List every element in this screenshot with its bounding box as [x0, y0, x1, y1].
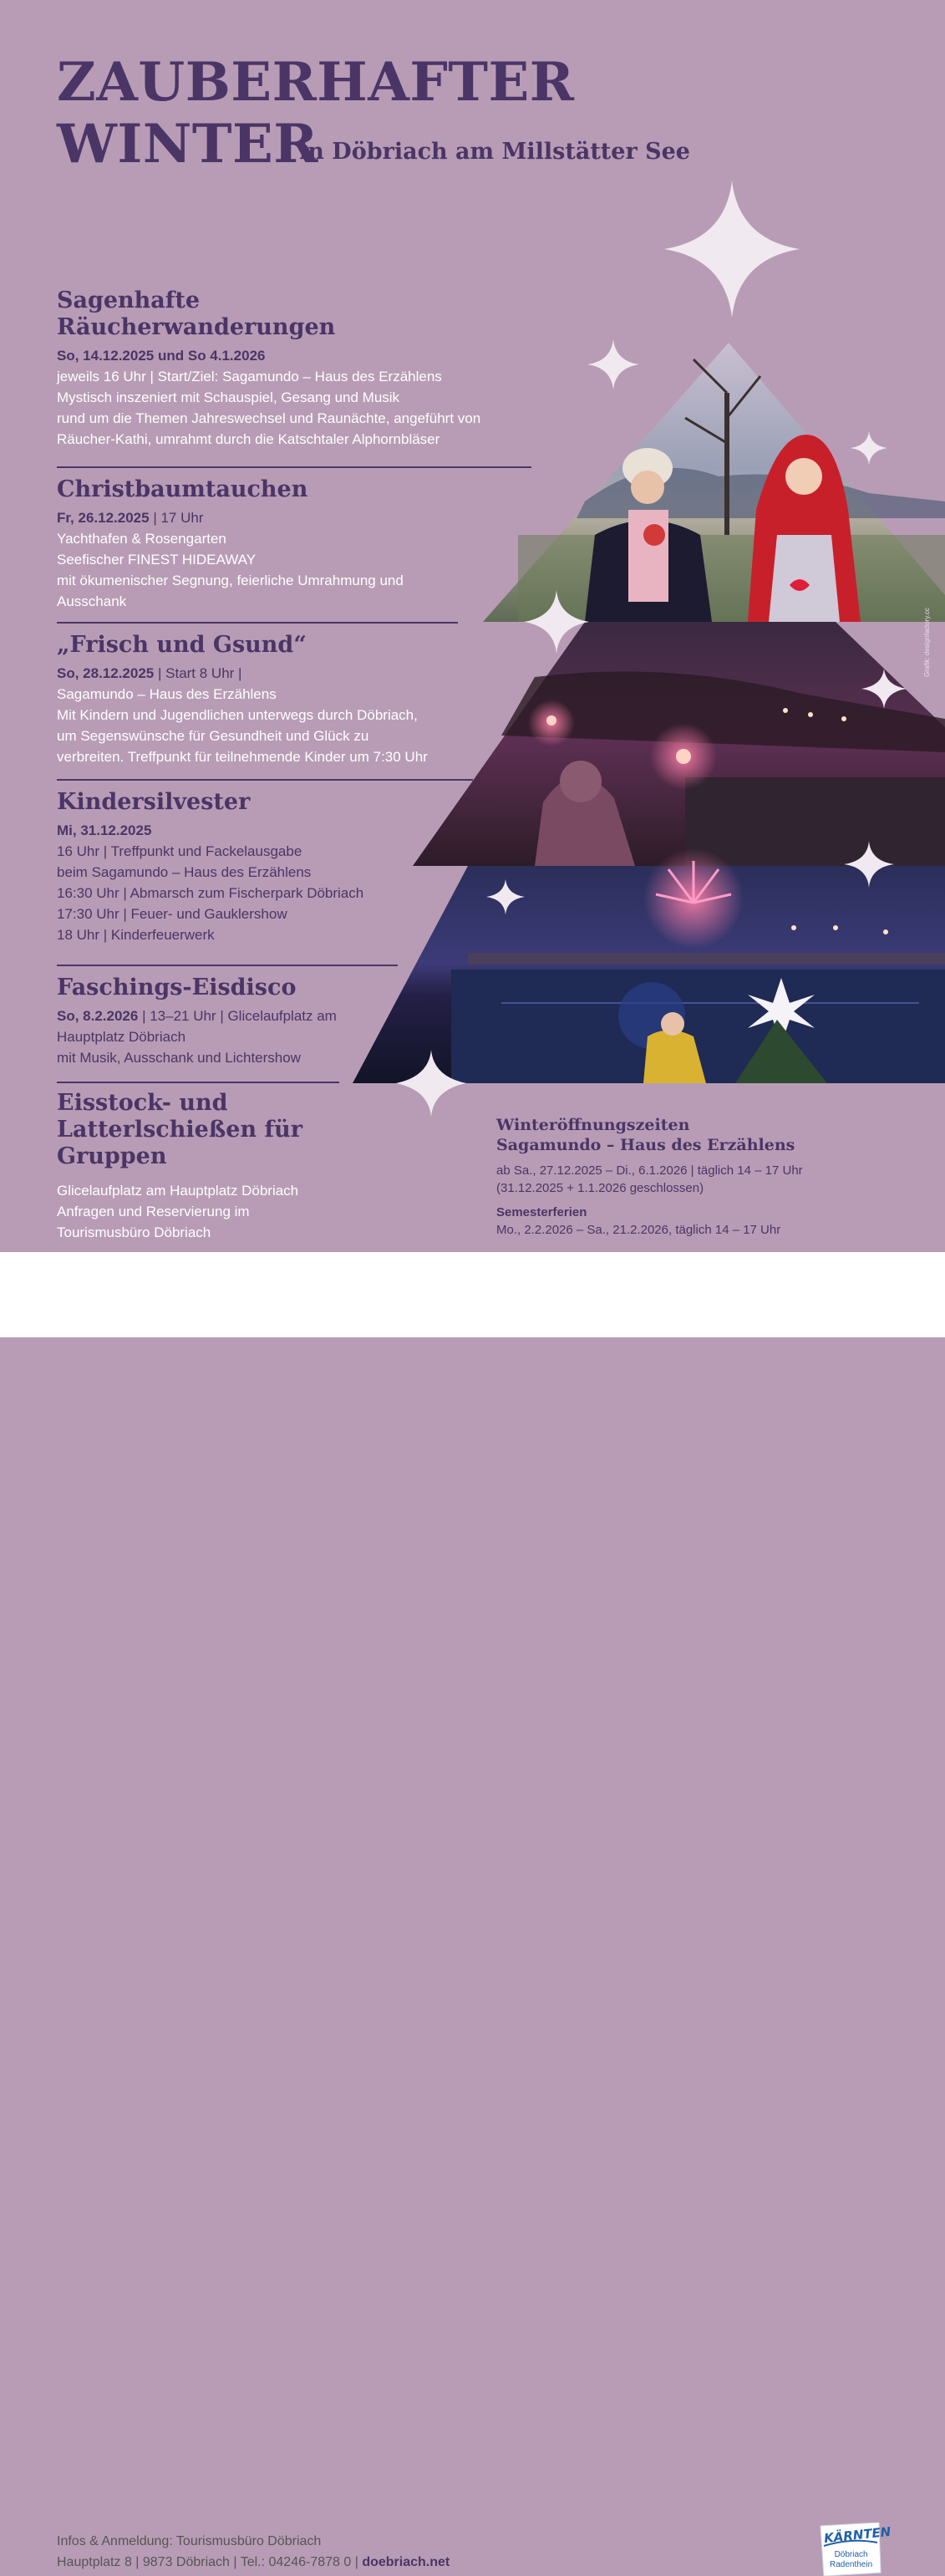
- event-text-line: Anfragen und Reservierung im: [57, 1204, 250, 1219]
- event-text-line: Tourismusbüro Döbriach: [57, 1224, 211, 1240]
- event-text-line: Sagamundo – Haus des Erzählens: [57, 686, 277, 702]
- event-raeucherwanderungen: [57, 288, 480, 450]
- event-title: Faschings-Eisdisco: [57, 975, 297, 1000]
- photo-children-costumes: [483, 343, 945, 622]
- event-date: So, 8.2.2026 | 13–21 Uhr | Glicelaufplatz am: [57, 1008, 337, 1024]
- event-text-line: Seefischer FINEST HIDEAWAY: [57, 552, 257, 568]
- opening-hours-title: Winteröffnungszeiten Sagamundo – Haus des Erzählens: [496, 1116, 795, 1154]
- divider: [57, 622, 458, 624]
- event-text-line: rund um die Themen Jahreswechsel und Raunächte, angeführt von: [57, 410, 481, 426]
- event-text-line: Glicelaufplatz am Hauptplatz Döbriach: [57, 1183, 299, 1199]
- divider: [57, 779, 473, 781]
- footer-contact: Hauptplatz 8 | 9873 Döbriach | Tel.: 04246-7878 0 | doebriach.net: [57, 2555, 450, 2569]
- photo-torch-procession: [413, 622, 945, 866]
- event-text-line: Räucher-Kathi, umrahmt durch die Katschtaler Alphornbläser: [57, 431, 440, 447]
- event-title: Kindersilvester: [57, 789, 251, 815]
- event-faschings-eisdisco: [57, 975, 337, 1068]
- footer-info: Infos & Anmeldung: Tourismusbüro Döbriach: [57, 2534, 322, 2548]
- event-text-line: 17:30 Uhr | Feuer- und Gauklershow: [57, 906, 287, 922]
- opening-hours-line: ab Sa., 27.12.2025 – Di., 6.1.2026 | täglich 14 – 17 Uhr: [496, 1163, 803, 1178]
- event-kindersilvester: [57, 789, 363, 945]
- event-text-line: mit Musik, Ausschank und Lichtershow: [57, 1050, 301, 1066]
- divider: [57, 965, 398, 966]
- event-date: So, 14.12.2025 und So 4.1.2026: [57, 348, 266, 364]
- title-line2: WINTER: [57, 113, 318, 176]
- event-text-line: beim Sagamundo – Haus des Erzählens: [57, 864, 312, 880]
- design-credit: Grafik: designfactory.cc: [923, 608, 931, 677]
- semester-hours: Mo., 2.2.2026 – Sa., 21.2.2026, täglich 14 – 17 Uhr: [496, 1223, 781, 1237]
- title-line1: ZAUBERHAFTER: [57, 51, 575, 114]
- event-title: Eisstock- und Latterlschießen für Gruppen: [57, 1090, 302, 1169]
- event-text-line: 16:30 Uhr | Abmarsch zum Fischerpark Döbriach: [57, 885, 364, 901]
- kaernten-logo: [819, 2523, 892, 2576]
- event-eisstock: [57, 1090, 302, 1243]
- event-title: Christbaumtauchen: [57, 476, 308, 502]
- event-title: „Frisch und Gsund“: [57, 632, 307, 658]
- event-date: Fr, 26.12.2025 | 17 Uhr: [57, 510, 204, 526]
- event-text-line: Yachthafen & Rosengarten: [57, 531, 226, 547]
- event-text-line: um Segenswünsche für Gesundheit und Glück zu: [57, 728, 369, 744]
- website-link[interactable]: doebriach.net: [362, 2555, 450, 2569]
- event-text-line: 18 Uhr | Kinderfeuerwerk: [57, 927, 215, 943]
- event-frisch-und-gsund: [57, 632, 428, 767]
- event-text-line: Mystisch inszeniert mit Schauspiel, Gesang und Musik: [57, 389, 400, 405]
- event-date: Mi, 31.12.2025: [57, 822, 152, 838]
- event-text-line: Mit Kindern und Jugendlichen unterwegs durch Döbriach,: [57, 707, 418, 723]
- logo-sub: Döbriach Radenthein: [830, 2550, 873, 2569]
- event-text-line: Ausschank: [57, 593, 127, 609]
- page-subtitle: in Döbriach am Millstätter See: [299, 139, 690, 165]
- footer-text: [0, 1252, 945, 2569]
- event-text-line: Hauptplatz Döbriach: [57, 1029, 186, 1045]
- event-christbaumtauchen: [57, 476, 404, 612]
- event-text-line: verbreiten. Treffpunkt für teilnehmende Kinder um 7:30 Uhr: [57, 749, 428, 765]
- photo-fireworks-lake: [353, 848, 945, 1083]
- opening-hours: [496, 1115, 803, 1239]
- opening-hours-line: (31.12.2025 + 1.1.2026 geschlossen): [496, 1181, 704, 1195]
- logo-brand: KÄRNTEN: [823, 2523, 892, 2547]
- event-text-line: 16 Uhr | Treffpunkt und Fackelausgabe: [57, 843, 302, 859]
- event-date: So, 28.12.2025 | Start 8 Uhr |: [57, 665, 242, 681]
- poster: [0, 0, 945, 1252]
- semester-label: Semesterferien: [496, 1205, 587, 1219]
- divider: [57, 1082, 339, 1083]
- event-text-line: jeweils 16 Uhr | Start/Ziel: Sagamundo – Haus des Erzählens: [57, 369, 442, 384]
- event-title: Sagenhafte Räucherwanderungen: [57, 288, 336, 340]
- divider: [57, 466, 531, 468]
- event-text-line: mit ökumenischer Segnung, feierliche Umrahmung und: [57, 573, 404, 588]
